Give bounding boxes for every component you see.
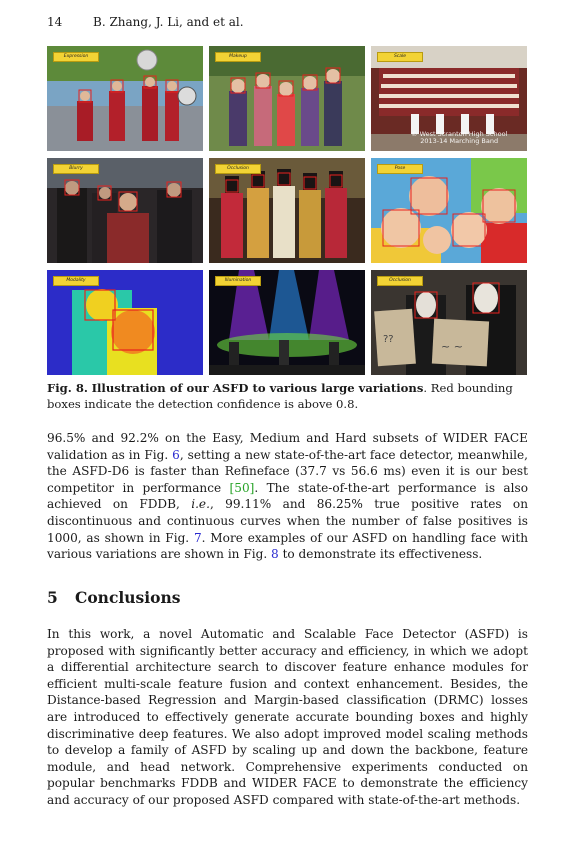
citation-50-link[interactable]: [50] xyxy=(229,480,255,495)
page-number: 14 xyxy=(47,15,63,29)
figure-caption-title: Illustration of our ASFD to various large variations xyxy=(91,381,424,395)
variation-label: Scale xyxy=(377,52,423,62)
photo-blurry xyxy=(47,158,203,263)
variation-label: Pose xyxy=(377,164,423,174)
variation-label: Makeup xyxy=(215,52,261,62)
variation-label: Modality xyxy=(53,276,99,286)
variation-label: Expression xyxy=(53,52,99,62)
photo-watermark: © West Scranton High School 2013-14 Marching Band xyxy=(411,130,508,145)
photo-occlusion-costume xyxy=(209,158,365,263)
section-title: Conclusions xyxy=(75,588,181,607)
conclusions-paragraph: In this work, a novel Automatic and Scalable Face Detector (ASFD) is proposed with significantly better accuracy and efficiency, in which we adopt a differential architecture search to discover feature enhance modules for efficient multi-scale feature fusion and context enhancement. Besides, the Distance-based Regression and Margin-based classification (DRMC) losses are introduced to effectively generate accurate bounding boxes and highly discriminative deep features. We also adopt improved model scaling methods to develop a family of ASFD by scaling up and down the backbone, feature module, and head network. Comprehensive experiments conducted on popular benchmarks FDDB and WIDER FACE to demonstrate the efficiency and accuracy of our proposed ASFD compared with state-of-the-art methods. xyxy=(47,627,528,807)
figure-8-grid xyxy=(47,46,527,375)
figure-caption xyxy=(47,381,527,412)
photo-makeup xyxy=(209,46,365,151)
running-header-authors: B. Zhang, J. Li, and et al. xyxy=(93,15,244,29)
photo-pose xyxy=(371,158,527,263)
fig-6-reference-link[interactable]: 6 xyxy=(172,447,180,462)
section-heading xyxy=(47,588,181,607)
figure-caption-text: . Red bounding boxes indicate the detection confidence is above 0.8. xyxy=(47,381,513,411)
section-number: 5 xyxy=(47,588,58,607)
variation-label: Occlusion xyxy=(215,164,261,174)
results-paragraph: 96.5% and 92.2% on the Easy, Medium and Hard subsets of WIDER FACE validation as in Fig. 6, setting a new state-of-the-art face detector, meanwhile, the ASFD-D6 is faster than Refineface (37.7 vs 56.6 ms) even it is our best competitor in performance [50]. The state-of-the-art performance is also achieved on FDDB, i.e., 99.11% and 86.25% true positive rates on discontinuous and continuous curves when the number of false positives is 1000, as shown in Fig. 7. More examples of our ASFD on handling face with various variations are shown in Fig. 8 to demonstrate its effectiveness. xyxy=(47,431,528,562)
fig-8-reference-link[interactable]: 8 xyxy=(271,547,279,562)
figure-caption-label: Fig. 8. xyxy=(47,381,88,395)
variation-label: Occlusion xyxy=(377,276,423,286)
photo-expression xyxy=(47,46,203,151)
photo-modality xyxy=(47,270,203,375)
svg-text:~ ~: ~ ~ xyxy=(441,340,463,353)
photo-illumination xyxy=(209,270,365,375)
photo-occlusion-masks xyxy=(371,270,527,375)
photo-scale xyxy=(371,46,527,151)
variation-label: Blurry xyxy=(53,164,99,174)
svg-text:??: ?? xyxy=(383,334,394,345)
fig-7-reference-link[interactable]: 7 xyxy=(193,530,202,545)
variation-label: Illumination xyxy=(215,276,261,286)
